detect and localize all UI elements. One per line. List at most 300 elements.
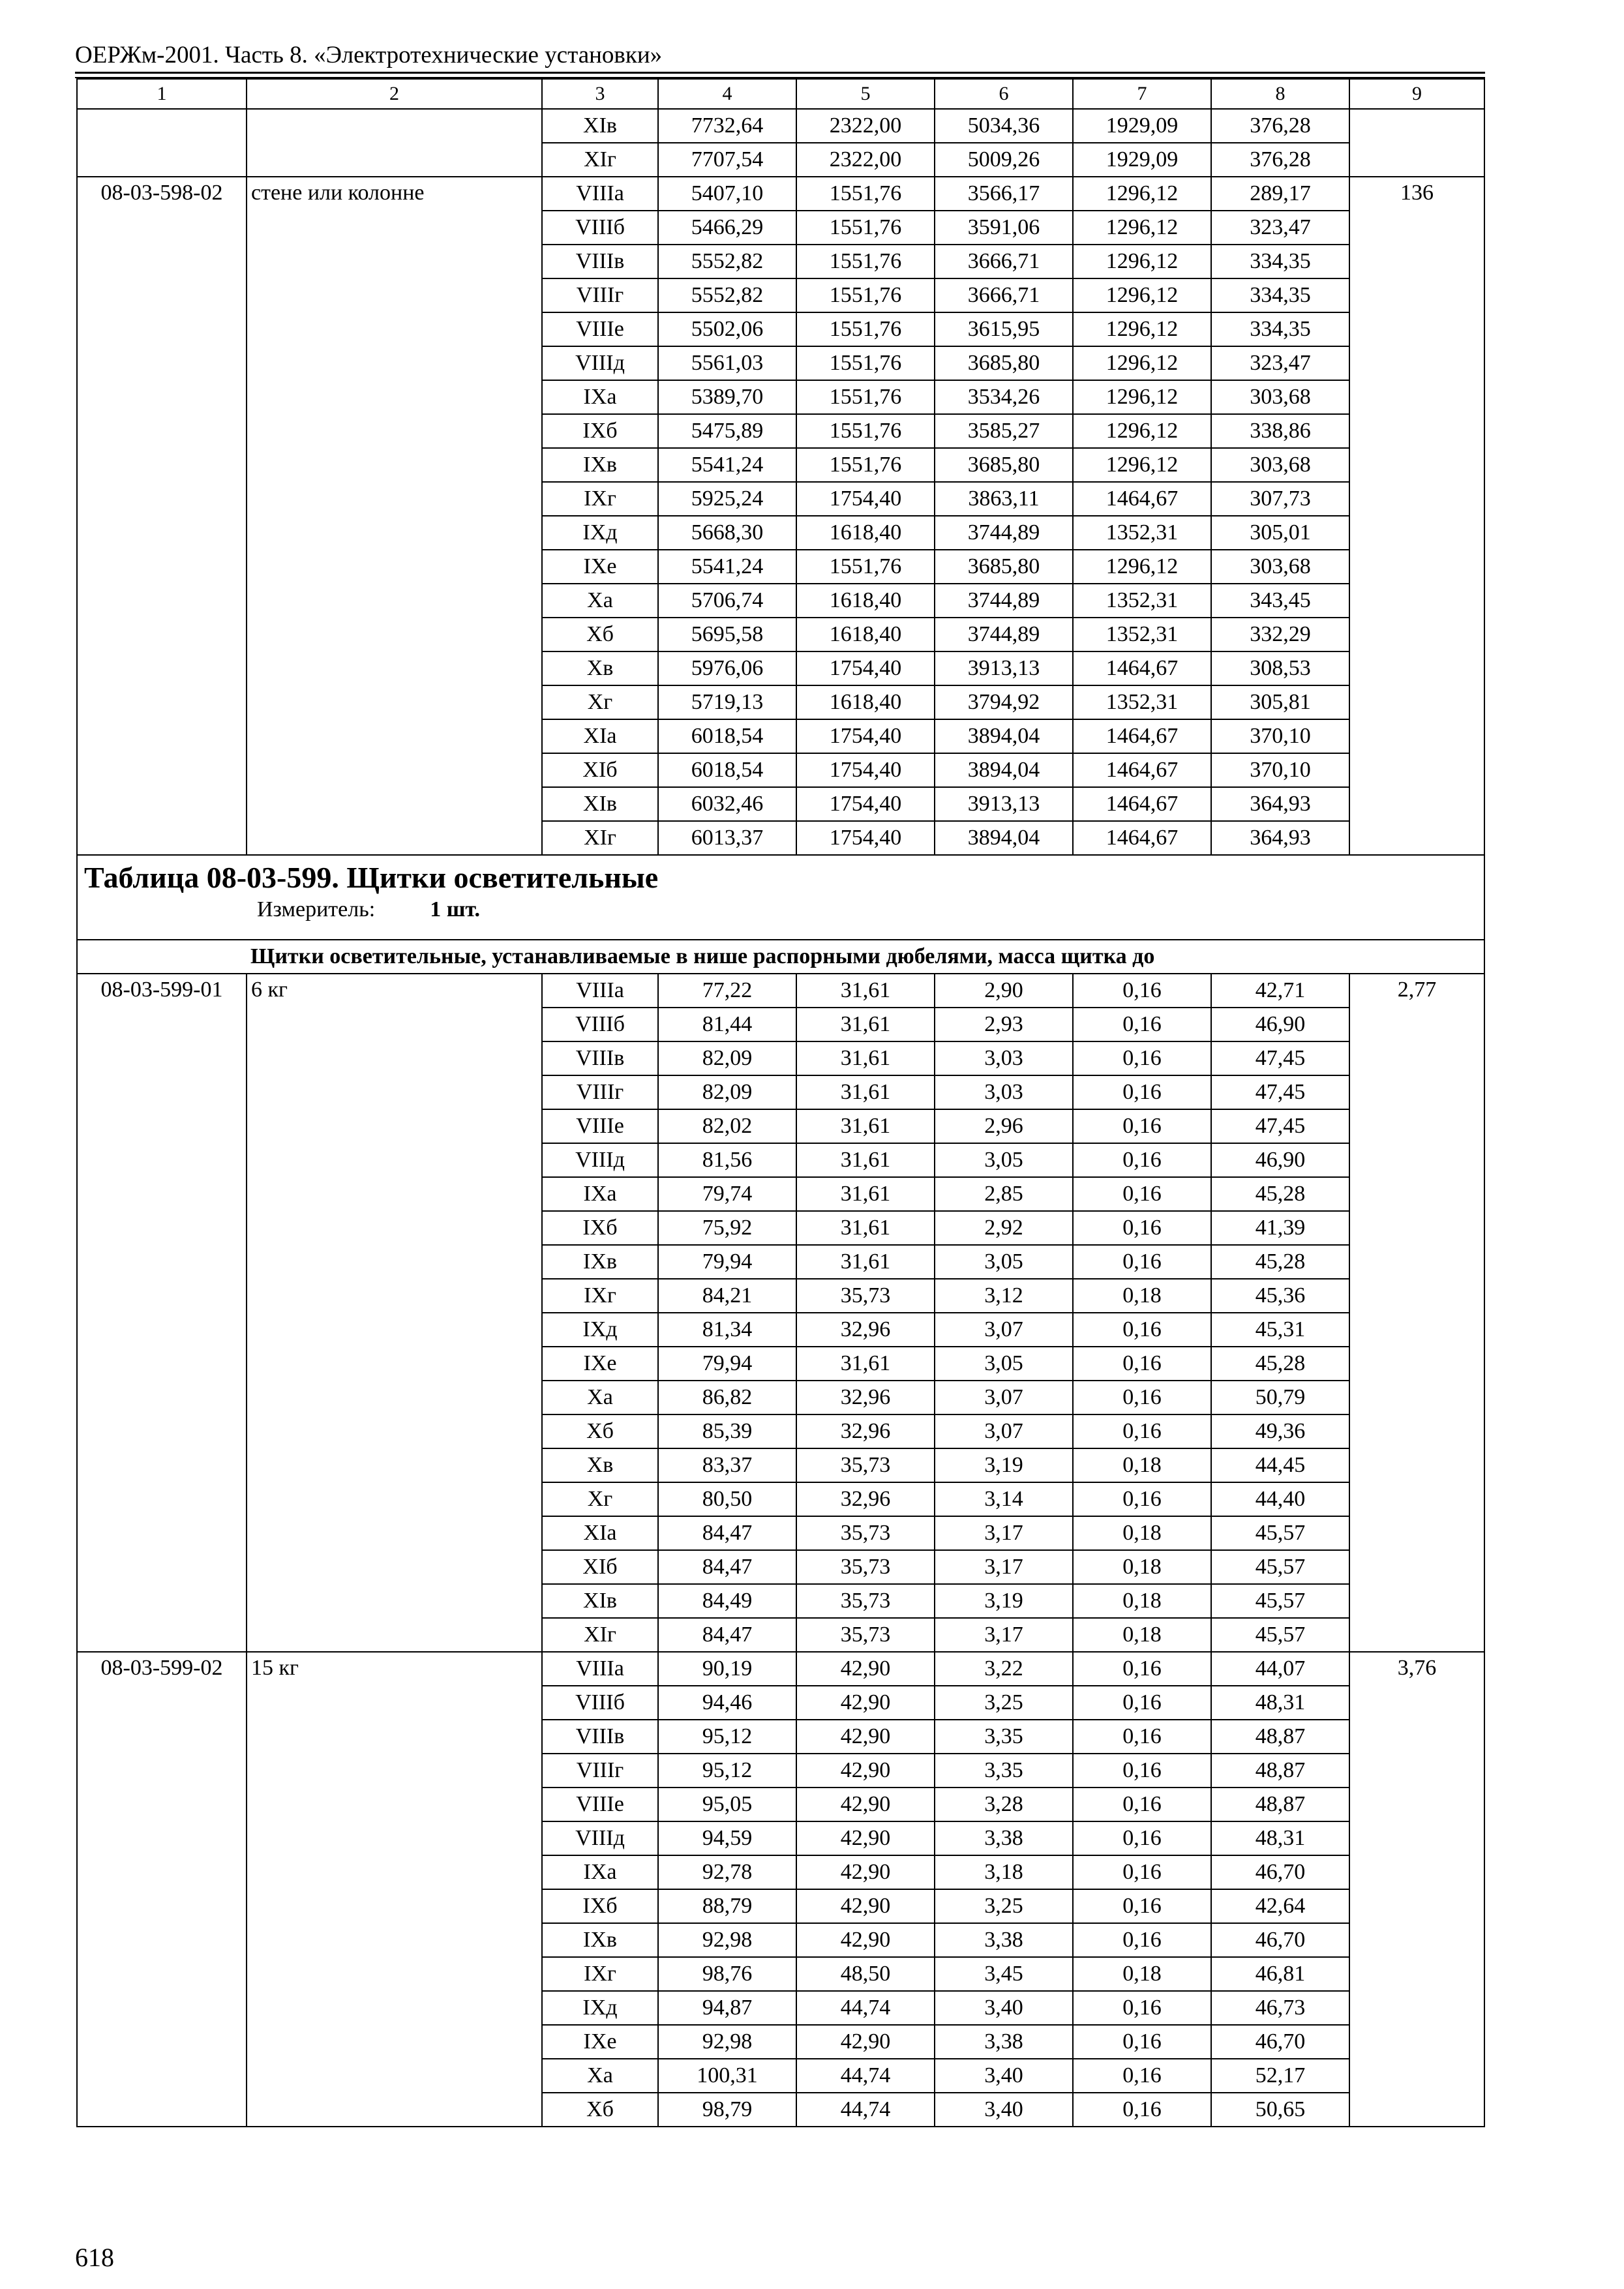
zone-cell: VIIIа (542, 1652, 658, 1686)
value-cell: 1296,12 (1073, 177, 1211, 211)
value-cell: 46,90 (1211, 1008, 1349, 1041)
value-cell: 44,40 (1211, 1482, 1349, 1516)
table-title-row (77, 855, 1484, 940)
value-cell: 1464,67 (1073, 482, 1211, 516)
value-cell: 5034,36 (935, 109, 1073, 143)
value-cell: 334,35 (1211, 312, 1349, 346)
value-cell: 1551,76 (796, 245, 935, 278)
running-header: ОЕРЖм-2001. Часть 8. «Электротехнические установки» (75, 42, 663, 68)
value-cell: 3566,17 (935, 177, 1073, 211)
value-cell: 1296,12 (1073, 414, 1211, 448)
value-cell: 3,25 (935, 1889, 1073, 1923)
value-cell: 2,85 (935, 1177, 1073, 1211)
value-cell: 45,31 (1211, 1313, 1349, 1347)
value-cell: 305,01 (1211, 516, 1349, 550)
value-cell: 42,71 (1211, 974, 1349, 1008)
value-cell: 31,61 (796, 1041, 935, 1075)
value-cell: 3,35 (935, 1754, 1073, 1788)
value-cell: 0,16 (1073, 1414, 1211, 1448)
value-cell: 7732,64 (658, 109, 796, 143)
value-cell: 3794,92 (935, 685, 1073, 719)
value-cell: 1618,40 (796, 584, 935, 618)
zone-cell: IXг (542, 482, 658, 516)
value-cell: 84,47 (658, 1516, 796, 1550)
zone-cell: Xг (542, 685, 658, 719)
zone-cell: XIб (542, 753, 658, 787)
zone-cell: IXг (542, 1279, 658, 1313)
value-cell: 2,92 (935, 1211, 1073, 1245)
value-cell: 1464,67 (1073, 787, 1211, 821)
zone-cell: XIг (542, 143, 658, 177)
zone-cell: XIа (542, 1516, 658, 1550)
value-cell: 48,87 (1211, 1754, 1349, 1788)
table-title-cell (77, 855, 1484, 940)
value-cell: 31,61 (796, 1075, 935, 1109)
column-number: 2 (247, 79, 542, 109)
value-cell: 5407,10 (658, 177, 796, 211)
value-cell: 2,96 (935, 1109, 1073, 1143)
value-cell: 2322,00 (796, 143, 935, 177)
value-cell: 48,87 (1211, 1720, 1349, 1754)
value-cell: 3,14 (935, 1482, 1073, 1516)
value-cell: 48,87 (1211, 1788, 1349, 1821)
value-cell: 3685,80 (935, 346, 1073, 380)
value-cell: 35,73 (796, 1279, 935, 1313)
header-rule (75, 72, 1485, 74)
value-cell: 48,31 (1211, 1686, 1349, 1720)
value-cell: 3894,04 (935, 753, 1073, 787)
value-cell: 92,98 (658, 1923, 796, 1957)
zone-cell: Xв (542, 651, 658, 685)
value-cell: 3615,95 (935, 312, 1073, 346)
value-cell: 2,93 (935, 1008, 1073, 1041)
value-cell: 1296,12 (1073, 346, 1211, 380)
value-cell: 98,79 (658, 2093, 796, 2127)
value-cell: 42,64 (1211, 1889, 1349, 1923)
value-cell: 1296,12 (1073, 550, 1211, 584)
zone-cell: IXа (542, 1855, 658, 1889)
value-cell: 52,17 (1211, 2059, 1349, 2093)
value-cell: 3,17 (935, 1618, 1073, 1652)
zone-cell: IXб (542, 414, 658, 448)
value-cell: 3666,71 (935, 278, 1073, 312)
value-cell: 75,92 (658, 1211, 796, 1245)
value-cell: 5925,24 (658, 482, 796, 516)
value-cell: 1618,40 (796, 685, 935, 719)
value-cell: 95,12 (658, 1754, 796, 1788)
value-cell: 32,96 (796, 1482, 935, 1516)
value-cell: 45,28 (1211, 1245, 1349, 1279)
table-row (77, 177, 1484, 211)
value-cell: 5541,24 (658, 550, 796, 584)
value-cell: 81,44 (658, 1008, 796, 1041)
value-cell: 1551,76 (796, 550, 935, 584)
value-cell: 48,50 (796, 1957, 935, 1991)
value-cell: 1754,40 (796, 787, 935, 821)
value-cell: 0,16 (1073, 1245, 1211, 1279)
value-cell: 1464,67 (1073, 651, 1211, 685)
zone-cell: IXг (542, 1957, 658, 1991)
value-cell: 0,16 (1073, 1109, 1211, 1143)
zone-cell: VIIIв (542, 245, 658, 278)
zone-cell: Xб (542, 2093, 658, 2127)
column-number: 6 (935, 79, 1073, 109)
value-cell: 305,81 (1211, 685, 1349, 719)
value-cell: 44,74 (796, 1991, 935, 2025)
value-cell: 46,70 (1211, 2025, 1349, 2059)
value-cell: 31,61 (796, 1109, 935, 1143)
value-cell: 84,47 (658, 1550, 796, 1584)
value-cell: 1464,67 (1073, 719, 1211, 753)
value-cell: 94,59 (658, 1821, 796, 1855)
value-cell: 0,16 (1073, 1855, 1211, 1889)
value-cell: 0,16 (1073, 1075, 1211, 1109)
value-cell: 303,68 (1211, 380, 1349, 414)
code-cell: 08-03-598-02 (77, 177, 247, 855)
value-cell: 3,40 (935, 2059, 1073, 2093)
value-cell: 84,49 (658, 1584, 796, 1618)
value-cell: 44,07 (1211, 1652, 1349, 1686)
zone-cell: VIIIд (542, 1821, 658, 1855)
value-cell: 1618,40 (796, 618, 935, 651)
value-cell: 7707,54 (658, 143, 796, 177)
value-cell: 42,90 (796, 2025, 935, 2059)
value-cell: 85,39 (658, 1414, 796, 1448)
zone-cell: Xа (542, 1381, 658, 1414)
value-cell: 289,17 (1211, 177, 1349, 211)
value-cell: 42,90 (796, 1821, 935, 1855)
value-cell: 42,90 (796, 1686, 935, 1720)
value-cell: 5552,82 (658, 245, 796, 278)
zone-cell: XIа (542, 719, 658, 753)
zone-cell: VIIIв (542, 1720, 658, 1754)
value-cell: 303,68 (1211, 550, 1349, 584)
value-cell: 0,16 (1073, 1720, 1211, 1754)
zone-cell: IXе (542, 2025, 658, 2059)
table-row (77, 974, 1484, 1008)
value-cell: 50,79 (1211, 1381, 1349, 1414)
value-cell: 3,07 (935, 1414, 1073, 1448)
value-cell: 79,74 (658, 1177, 796, 1211)
value-cell: 45,57 (1211, 1618, 1349, 1652)
value-cell: 0,16 (1073, 2093, 1211, 2127)
column-number: 7 (1073, 79, 1211, 109)
zone-cell: VIIIб (542, 211, 658, 245)
value-cell: 334,35 (1211, 245, 1349, 278)
value-cell: 42,90 (796, 1754, 935, 1788)
value-cell: 42,90 (796, 1889, 935, 1923)
zone-cell: XIв (542, 1584, 658, 1618)
value-cell: 31,61 (796, 1008, 935, 1041)
value-cell: 35,73 (796, 1516, 935, 1550)
value-cell: 370,10 (1211, 719, 1349, 753)
value-cell: 0,16 (1073, 1211, 1211, 1245)
value-cell: 50,65 (1211, 2093, 1349, 2127)
value-cell: 31,61 (796, 1347, 935, 1381)
value-cell: 45,57 (1211, 1550, 1349, 1584)
value-cell: 31,61 (796, 1211, 935, 1245)
value-cell: 3,38 (935, 2025, 1073, 2059)
value-cell: 0,16 (1073, 1754, 1211, 1788)
value-cell: 1929,09 (1073, 109, 1211, 143)
value-cell: 6032,46 (658, 787, 796, 821)
value-cell: 1352,31 (1073, 618, 1211, 651)
zone-cell: Xг (542, 1482, 658, 1516)
code-cell: 08-03-599-01 (77, 974, 247, 1652)
zone-cell: XIб (542, 1550, 658, 1584)
value-cell: 1551,76 (796, 346, 935, 380)
zone-cell: IXа (542, 1177, 658, 1211)
value-cell: 1464,67 (1073, 821, 1211, 855)
value-cell: 42,90 (796, 1720, 935, 1754)
value-cell: 1464,67 (1073, 753, 1211, 787)
zone-cell: VIIIб (542, 1686, 658, 1720)
value-cell: 0,16 (1073, 2025, 1211, 2059)
zone-cell: XIг (542, 1618, 658, 1652)
value-cell: 44,45 (1211, 1448, 1349, 1482)
zone-cell: Xб (542, 618, 658, 651)
name-cell: стене или колонне (247, 177, 542, 855)
col9-cell: 3,76 (1349, 1652, 1484, 2127)
zone-cell: IXд (542, 1313, 658, 1347)
value-cell: 1296,12 (1073, 211, 1211, 245)
zone-cell: VIIIе (542, 312, 658, 346)
value-cell: 45,28 (1211, 1347, 1349, 1381)
value-cell: 376,28 (1211, 143, 1349, 177)
value-cell: 1352,31 (1073, 516, 1211, 550)
value-cell: 81,56 (658, 1143, 796, 1177)
zone-cell: XIв (542, 787, 658, 821)
value-cell: 0,16 (1073, 1923, 1211, 1957)
code-cell: 08-03-599-02 (77, 1652, 247, 2127)
value-cell: 0,16 (1073, 1686, 1211, 1720)
zone-cell: IXд (542, 516, 658, 550)
value-cell: 0,16 (1073, 1177, 1211, 1211)
value-cell: 5706,74 (658, 584, 796, 618)
zone-cell: Xв (542, 1448, 658, 1482)
zone-cell: VIIIг (542, 1754, 658, 1788)
value-cell: 46,70 (1211, 1855, 1349, 1889)
value-cell: 44,74 (796, 2059, 935, 2093)
value-cell: 88,79 (658, 1889, 796, 1923)
value-cell: 3744,89 (935, 618, 1073, 651)
value-cell: 79,94 (658, 1245, 796, 1279)
value-cell: 5389,70 (658, 380, 796, 414)
value-cell: 0,16 (1073, 1821, 1211, 1855)
zone-cell: IXа (542, 380, 658, 414)
value-cell: 0,18 (1073, 1550, 1211, 1584)
table-subtitle-row (77, 940, 1484, 974)
value-cell: 31,61 (796, 1177, 935, 1211)
value-cell: 370,10 (1211, 753, 1349, 787)
value-cell: 6013,37 (658, 821, 796, 855)
value-cell: 3,25 (935, 1686, 1073, 1720)
zone-cell: VIIIа (542, 177, 658, 211)
value-cell: 2,90 (935, 974, 1073, 1008)
value-cell: 42,90 (796, 1855, 935, 1889)
value-cell: 0,16 (1073, 1313, 1211, 1347)
value-cell: 35,73 (796, 1550, 935, 1584)
value-cell: 3744,89 (935, 516, 1073, 550)
value-cell: 47,45 (1211, 1075, 1349, 1109)
value-cell: 1929,09 (1073, 143, 1211, 177)
value-cell: 82,09 (658, 1075, 796, 1109)
value-cell: 3,07 (935, 1313, 1073, 1347)
value-cell: 1754,40 (796, 821, 935, 855)
value-cell: 42,90 (796, 1788, 935, 1821)
value-cell: 3685,80 (935, 448, 1073, 482)
value-cell: 49,36 (1211, 1414, 1349, 1448)
value-cell: 5719,13 (658, 685, 796, 719)
value-cell: 5668,30 (658, 516, 796, 550)
zone-cell: IXв (542, 448, 658, 482)
zone-cell: VIIIг (542, 278, 658, 312)
zone-cell: VIIIв (542, 1041, 658, 1075)
value-cell: 92,78 (658, 1855, 796, 1889)
value-cell: 48,31 (1211, 1821, 1349, 1855)
zone-cell: VIIIе (542, 1788, 658, 1821)
value-cell: 0,16 (1073, 1482, 1211, 1516)
value-cell: 86,82 (658, 1381, 796, 1414)
zone-cell: IXб (542, 1211, 658, 1245)
value-cell: 3,19 (935, 1448, 1073, 1482)
value-cell: 3,38 (935, 1923, 1073, 1957)
value-cell: 80,50 (658, 1482, 796, 1516)
value-cell: 308,53 (1211, 651, 1349, 685)
value-cell: 343,45 (1211, 584, 1349, 618)
value-cell: 1551,76 (796, 177, 935, 211)
value-cell: 46,73 (1211, 1991, 1349, 2025)
page-number: 618 (75, 2243, 114, 2272)
zone-cell: IXе (542, 1347, 658, 1381)
value-cell: 0,16 (1073, 974, 1211, 1008)
zone-cell: VIIIд (542, 1143, 658, 1177)
value-cell: 31,61 (796, 974, 935, 1008)
zone-cell: IXд (542, 1991, 658, 2025)
value-cell: 0,18 (1073, 1279, 1211, 1313)
value-cell: 1551,76 (796, 448, 935, 482)
value-cell: 5561,03 (658, 346, 796, 380)
value-cell: 45,28 (1211, 1177, 1349, 1211)
value-cell: 3913,13 (935, 787, 1073, 821)
value-cell: 6018,54 (658, 753, 796, 787)
value-cell: 81,34 (658, 1313, 796, 1347)
zone-cell: IXв (542, 1923, 658, 1957)
value-cell: 31,61 (796, 1143, 935, 1177)
value-cell: 32,96 (796, 1414, 935, 1448)
value-cell: 323,47 (1211, 346, 1349, 380)
value-cell: 3894,04 (935, 719, 1073, 753)
col9-cell (1349, 109, 1484, 177)
value-cell: 84,21 (658, 1279, 796, 1313)
value-cell: 1754,40 (796, 719, 935, 753)
value-cell: 0,18 (1073, 1584, 1211, 1618)
value-cell: 2322,00 (796, 109, 935, 143)
value-cell: 0,16 (1073, 1041, 1211, 1075)
value-cell: 1754,40 (796, 651, 935, 685)
value-cell: 0,18 (1073, 1516, 1211, 1550)
zone-cell: IXв (542, 1245, 658, 1279)
value-cell: 32,96 (796, 1313, 935, 1347)
value-cell: 5976,06 (658, 651, 796, 685)
zone-cell: XIв (542, 109, 658, 143)
value-cell: 35,73 (796, 1584, 935, 1618)
value-cell: 1352,31 (1073, 584, 1211, 618)
table-subtitle: Щитки осветительные, устанавливаемые в нише распорными дюбелями, масса щитка до (77, 940, 1484, 974)
value-cell: 1551,76 (796, 211, 935, 245)
value-cell: 3685,80 (935, 550, 1073, 584)
value-cell: 35,73 (796, 1448, 935, 1482)
column-number: 4 (658, 79, 796, 109)
value-cell: 46,70 (1211, 1923, 1349, 1957)
value-cell: 5541,24 (658, 448, 796, 482)
measure-unit: 1 шт. (430, 897, 481, 921)
value-cell: 0,18 (1073, 1618, 1211, 1652)
name-cell: 6 кг (247, 974, 542, 1652)
value-cell: 5475,89 (658, 414, 796, 448)
value-cell: 364,93 (1211, 821, 1349, 855)
value-cell: 98,76 (658, 1957, 796, 1991)
value-cell: 323,47 (1211, 211, 1349, 245)
value-cell: 3,40 (935, 2093, 1073, 2127)
value-cell: 5695,58 (658, 618, 796, 651)
column-number: 1 (77, 79, 247, 109)
zone-cell: VIIIа (542, 974, 658, 1008)
value-cell: 90,19 (658, 1652, 796, 1686)
value-cell: 95,05 (658, 1788, 796, 1821)
value-cell: 82,02 (658, 1109, 796, 1143)
value-cell: 0,18 (1073, 1448, 1211, 1482)
value-cell: 94,46 (658, 1686, 796, 1720)
column-number: 9 (1349, 79, 1484, 109)
value-cell: 95,12 (658, 1720, 796, 1754)
column-number: 5 (796, 79, 935, 109)
rates-table (76, 78, 1485, 2127)
value-cell: 364,93 (1211, 787, 1349, 821)
value-cell: 0,18 (1073, 1957, 1211, 1991)
value-cell: 100,31 (658, 2059, 796, 2093)
value-cell: 0,16 (1073, 1381, 1211, 1414)
column-number: 3 (542, 79, 658, 109)
value-cell: 3,17 (935, 1550, 1073, 1584)
zone-cell: Xб (542, 1414, 658, 1448)
value-cell: 307,73 (1211, 482, 1349, 516)
code-cell (77, 109, 247, 177)
value-cell: 1296,12 (1073, 448, 1211, 482)
value-cell: 3744,89 (935, 584, 1073, 618)
value-cell: 338,86 (1211, 414, 1349, 448)
value-cell: 0,16 (1073, 2059, 1211, 2093)
zone-cell: VIIIе (542, 1109, 658, 1143)
value-cell: 1296,12 (1073, 312, 1211, 346)
value-cell: 0,16 (1073, 1347, 1211, 1381)
value-cell: 46,90 (1211, 1143, 1349, 1177)
value-cell: 3913,13 (935, 651, 1073, 685)
value-cell: 31,61 (796, 1245, 935, 1279)
value-cell: 3,45 (935, 1957, 1073, 1991)
zone-cell: Xа (542, 584, 658, 618)
zone-cell: IXб (542, 1889, 658, 1923)
value-cell: 3,05 (935, 1245, 1073, 1279)
value-cell: 1296,12 (1073, 380, 1211, 414)
value-cell: 1296,12 (1073, 245, 1211, 278)
value-cell: 5466,29 (658, 211, 796, 245)
value-cell: 3894,04 (935, 821, 1073, 855)
value-cell: 42,90 (796, 1652, 935, 1686)
value-cell: 1296,12 (1073, 278, 1211, 312)
value-cell: 0,16 (1073, 1889, 1211, 1923)
value-cell: 6018,54 (658, 719, 796, 753)
